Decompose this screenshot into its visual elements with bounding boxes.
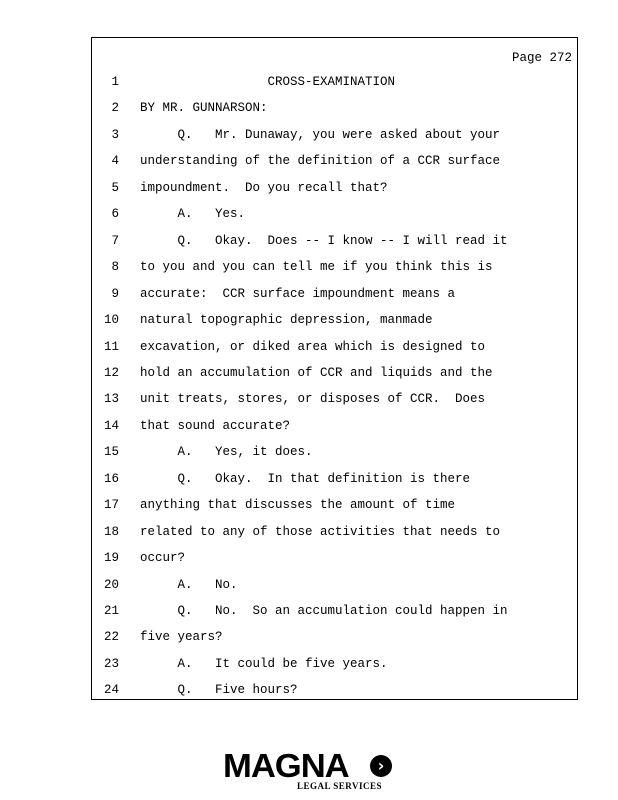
line-text: impoundment. Do you recall that? bbox=[140, 180, 388, 195]
line-number: 15 bbox=[103, 445, 119, 460]
line-text: anything that discusses the amount of time bbox=[140, 498, 456, 513]
line-text: A. Yes. bbox=[140, 207, 246, 222]
line-text: Q. Okay. In that definition is there bbox=[140, 471, 471, 486]
transcript-line bbox=[92, 179, 572, 197]
line-number: 21 bbox=[103, 604, 119, 618]
transcript-line bbox=[92, 417, 572, 435]
line-text: understanding of the definition of a CCR surface bbox=[140, 154, 501, 169]
transcript-line bbox=[92, 602, 572, 620]
transcript-line bbox=[92, 390, 572, 408]
transcript-line bbox=[92, 73, 572, 91]
line-number: 3 bbox=[111, 127, 119, 142]
transcript-line bbox=[92, 126, 572, 144]
line-number: 1 bbox=[111, 75, 119, 89]
transcript-line bbox=[92, 205, 572, 223]
line-text: excavation, or diked area which is designed to bbox=[140, 339, 486, 354]
line-number: 14 bbox=[103, 418, 119, 433]
line-text: hold an accumulation of CCR and liquids and the bbox=[140, 365, 493, 380]
transcript-line bbox=[92, 443, 572, 461]
transcript-line bbox=[92, 311, 572, 329]
line-text: unit treats, stores, or disposes of CCR. Does bbox=[140, 392, 486, 407]
line-text: A. It could be five years. bbox=[140, 656, 388, 671]
magna-logo bbox=[223, 746, 398, 792]
logo-tagline: LEGAL SERVICES bbox=[297, 781, 382, 791]
line-text: to you and you can tell me if you think this is bbox=[140, 260, 493, 275]
line-number: 24 bbox=[103, 683, 119, 698]
line-number: 5 bbox=[111, 180, 119, 195]
line-number: 11 bbox=[103, 339, 119, 354]
circle-arrow-right-icon: › bbox=[370, 755, 392, 777]
transcript-line bbox=[92, 655, 572, 673]
line-number: 2 bbox=[111, 101, 119, 116]
line-text: that sound accurate? bbox=[140, 418, 291, 433]
line-number: 9 bbox=[111, 286, 119, 301]
line-number: 16 bbox=[103, 471, 119, 486]
line-number: 4 bbox=[111, 154, 119, 169]
transcript-line bbox=[92, 99, 572, 117]
page-number: Page 272 bbox=[511, 51, 572, 65]
transcript-line bbox=[92, 523, 572, 541]
line-text: natural topographic depression, manmade bbox=[140, 313, 433, 328]
transcript-line bbox=[92, 576, 572, 594]
line-number: 12 bbox=[103, 365, 119, 380]
transcript-line bbox=[92, 681, 572, 699]
transcript-line bbox=[92, 364, 572, 382]
line-text: Q. Five hours? bbox=[140, 683, 298, 698]
transcript-line bbox=[92, 285, 572, 303]
line-text: occur? bbox=[140, 551, 186, 566]
transcript-line bbox=[92, 470, 572, 488]
line-text: accurate: CCR surface impoundment means a bbox=[140, 286, 456, 301]
line-text: related to any of those activities that needs to bbox=[140, 524, 501, 539]
logo-wordmark: MAGNA bbox=[223, 747, 349, 784]
transcript-line bbox=[92, 258, 572, 276]
transcript-line bbox=[92, 549, 572, 567]
line-number: 8 bbox=[111, 260, 119, 275]
line-text: Q. Mr. Dunaway, you were asked about your bbox=[140, 127, 501, 142]
line-text: CROSS-EXAMINATION bbox=[140, 75, 396, 89]
transcript-line bbox=[92, 152, 572, 170]
line-number: 13 bbox=[103, 392, 119, 407]
line-number: 18 bbox=[103, 524, 119, 539]
line-text: BY MR. GUNNARSON: bbox=[140, 101, 268, 116]
line-number: 20 bbox=[103, 577, 119, 592]
line-number: 19 bbox=[103, 551, 119, 566]
line-text: A. No. bbox=[140, 577, 238, 592]
line-number: 23 bbox=[103, 656, 119, 671]
line-number: 10 bbox=[103, 313, 119, 328]
line-text: A. Yes, it does. bbox=[140, 445, 313, 460]
line-number: 6 bbox=[111, 207, 119, 222]
line-number: 7 bbox=[111, 233, 119, 248]
transcript-line bbox=[92, 232, 572, 250]
line-number: 22 bbox=[103, 630, 119, 645]
line-text: Q. No. So an accumulation could happen in bbox=[140, 604, 508, 618]
transcript-line bbox=[92, 628, 572, 646]
transcript-page bbox=[91, 37, 578, 700]
transcript-line bbox=[92, 338, 572, 356]
line-number: 17 bbox=[103, 498, 119, 513]
line-text: five years? bbox=[140, 630, 223, 645]
line-text: Q. Okay. Does -- I know -- I will read it bbox=[140, 233, 508, 248]
transcript-line bbox=[92, 496, 572, 514]
